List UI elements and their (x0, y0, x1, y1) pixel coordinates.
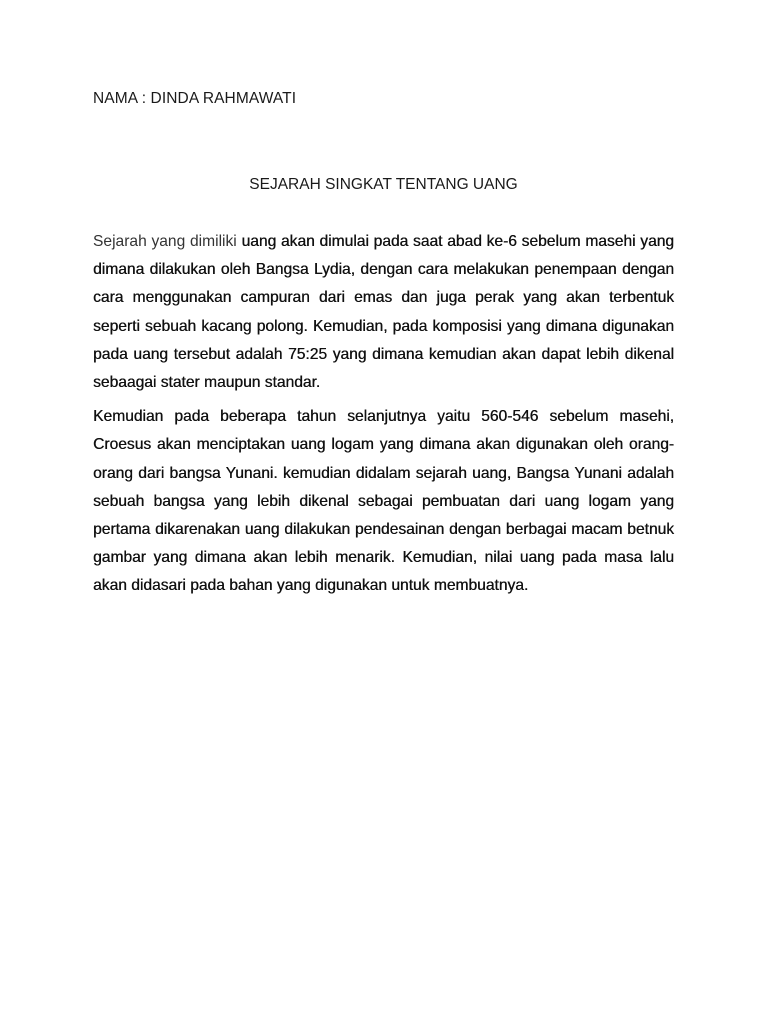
paragraph-2: Kemudian pada beberapa tahun selanjutnya yaitu 560-546 sebelum masehi, Croesus akan menciptakan uang logam yang dimana akan digunakan oleh orang-orang dari bangsa Yunani. kemudian didalam sejarah uang, Bangsa Yunani adalah sebuah bangsa yang lebih dikenal sebagai pembuatan dari uang logam yang pertama dikarenakan uang dilakukan pendesainan dengan berbagai macam betnuk gambar yang dimana akan lebih menarik. Kemudian, nilai uang pada masa lalu akan didasari pada bahan yang digunakan untuk membuatnya. (93, 408, 674, 595)
document-title: SEJARAH SINGKAT TENTANG UANG (249, 176, 518, 193)
paragraph-1-text: uang akan dimulai pada saat abad ke-6 sebelum masehi yang dimana dilakukan oleh Bangsa Lydia, dengan cara melakukan penempaan dengan cara menggunakan campuran dari emas dan juga perak yang akan terbentuk seperti sebuah kacang polong. Kemudian, pada komposisi yang dimana digunakan pada uang tersebut adalah 75:25 yang dimana kemudian akan dapat lebih dikenal sebaagai stater maupun standar. (93, 233, 674, 392)
paragraph-1-lead: Sejarah yang dimiliki (93, 233, 237, 250)
author-name-line: NAMA : DINDA RAHMAWATI (93, 90, 297, 107)
paragraph-1 (93, 228, 674, 397)
document-body (93, 228, 674, 601)
